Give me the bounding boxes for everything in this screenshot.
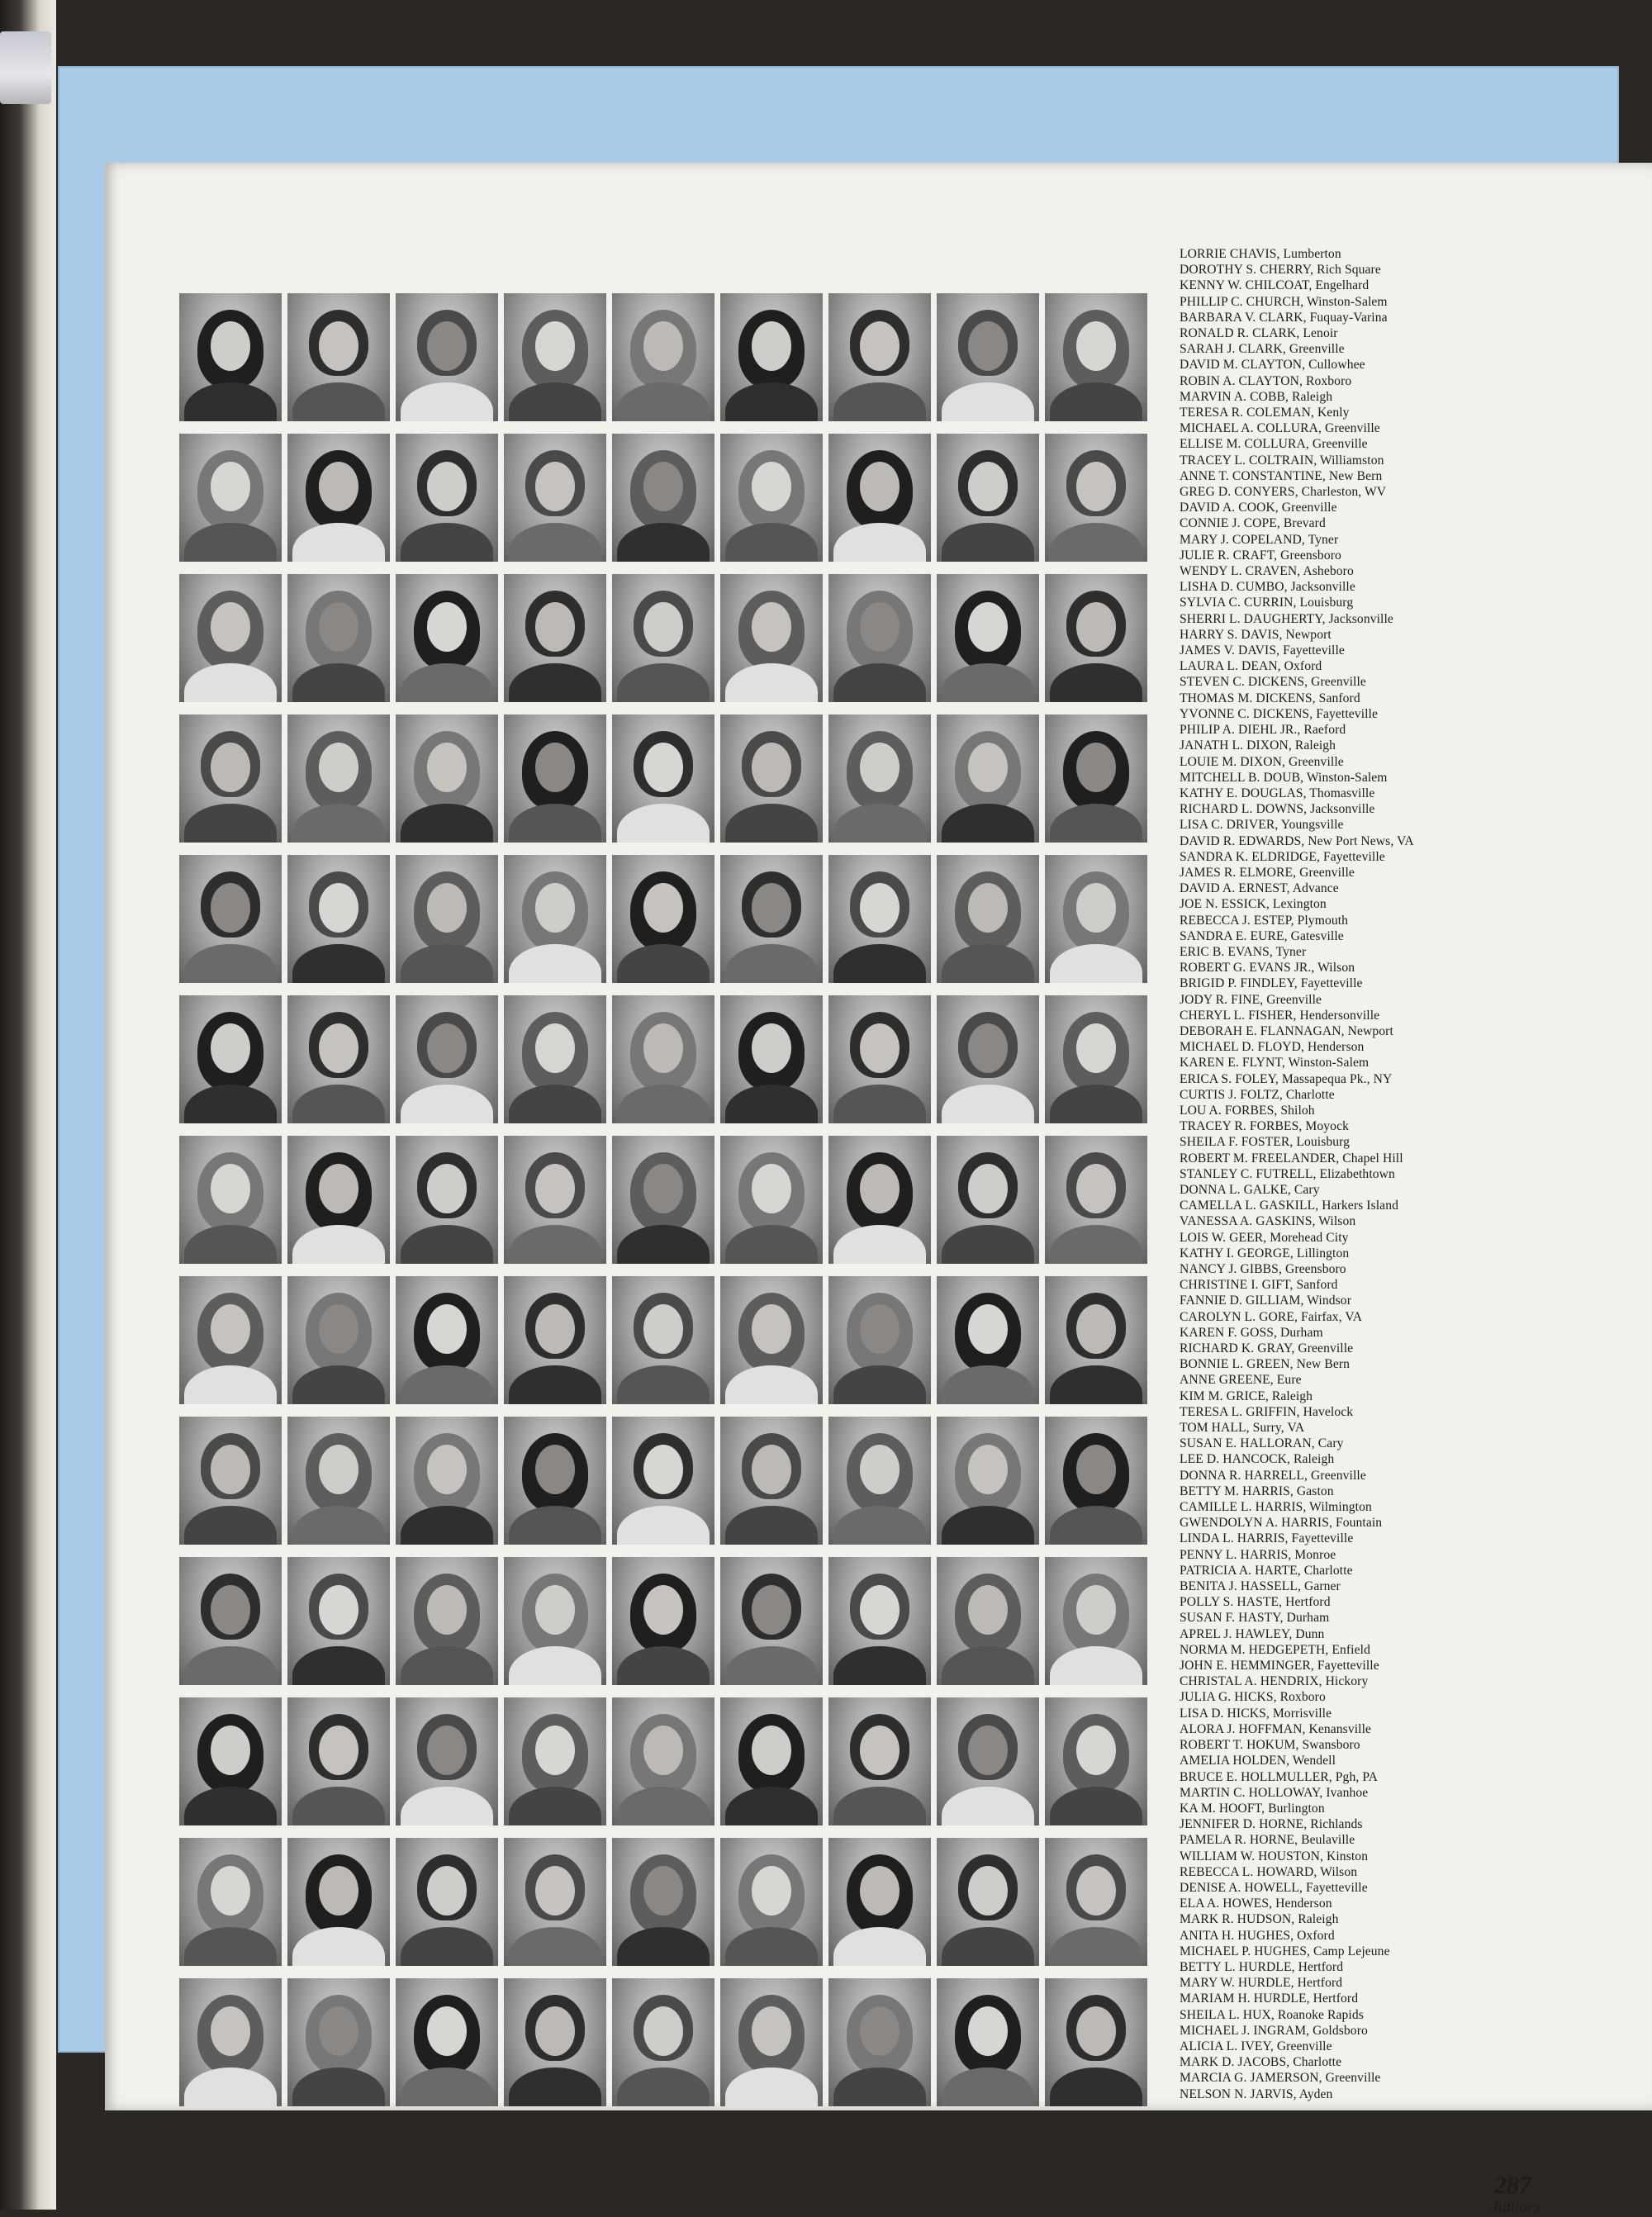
student-portrait [396, 1838, 498, 1966]
name-entry: GREG D. CONYERS, Charleston, WV [1180, 485, 1387, 500]
student-portrait [287, 714, 390, 843]
student-portrait [287, 434, 390, 562]
student-portrait [504, 1557, 606, 1685]
student-portrait [179, 1697, 282, 1825]
name-entry: MICHAEL A. COLLURA, Greenville [1180, 421, 1380, 436]
student-portrait [937, 1417, 1039, 1545]
name-entry: SUSAN F. HASTY, Durham [1180, 1611, 1330, 1626]
name-entry: DOROTHY S. CHERRY, Rich Square [1180, 263, 1381, 278]
name-entry: NANCY J. GIBBS, Greensboro [1180, 1262, 1346, 1276]
student-portrait [396, 1557, 498, 1685]
student-portrait [828, 995, 931, 1123]
student-portrait [828, 434, 931, 562]
student-portrait [937, 855, 1039, 983]
student-portrait [720, 1136, 823, 1264]
student-portrait [396, 1978, 498, 2106]
student-portrait [287, 1136, 390, 1264]
name-entry: DEBORAH E. FLANNAGAN, Newport [1180, 1023, 1393, 1038]
student-portrait [179, 574, 282, 702]
name-entry: CONNIE J. COPE, Brevard [1180, 516, 1326, 531]
name-entry: MARVIN A. COBB, Raleigh [1180, 389, 1333, 404]
name-entry: DAVID R. EDWARDS, New Port News, VA [1180, 833, 1414, 848]
name-entry: LISHA D. CUMBO, Jacksonville [1180, 580, 1355, 595]
name-entry: CAMILLE L. HARRIS, Wilmington [1180, 1500, 1372, 1515]
student-portrait [1045, 1838, 1147, 1966]
student-portrait [828, 855, 931, 983]
name-entry: STEVEN C. DICKENS, Greenville [1180, 675, 1366, 690]
student-portrait [612, 714, 714, 843]
student-portrait [828, 1557, 931, 1685]
student-portrait [937, 1557, 1039, 1685]
student-portrait [720, 995, 823, 1123]
student-portrait [179, 1838, 282, 1966]
name-entry: SYLVIA C. CURRIN, Louisburg [1180, 596, 1354, 610]
student-portrait [287, 1276, 390, 1404]
name-entry: SHEILA L. HUX, Roanoke Rapids [1180, 2007, 1364, 2022]
student-portrait [937, 1978, 1039, 2106]
student-portrait [1045, 1697, 1147, 1825]
student-portrait [287, 1417, 390, 1545]
student-portrait [720, 293, 823, 421]
student-portrait [720, 1417, 823, 1545]
name-entry: ALORA J. HOFFMAN, Kenansville [1180, 1721, 1372, 1736]
student-portrait [396, 1697, 498, 1825]
name-entry: ROBIN A. CLAYTON, Roxboro [1180, 373, 1352, 388]
name-entry: TERESA R. COLEMAN, Kenly [1180, 406, 1350, 420]
name-entry: LEE D. HANCOCK, Raleigh [1180, 1452, 1335, 1467]
student-portrait [612, 855, 714, 983]
name-entry: ALICIA L. IVEY, Greenville [1180, 2039, 1332, 2053]
student-portrait [504, 1417, 606, 1545]
name-entry: STANLEY C. FUTRELL, Elizabethtown [1180, 1166, 1395, 1181]
name-entry: FANNIE D. GILLIAM, Windsor [1180, 1294, 1351, 1308]
name-entry: APREL J. HAWLEY, Dunn [1180, 1626, 1325, 1641]
student-portrait [828, 1838, 931, 1966]
student-portrait [612, 434, 714, 562]
student-portrait [504, 1697, 606, 1825]
name-entry: THOMAS M. DICKENS, Sanford [1180, 691, 1360, 705]
student-portrait [504, 574, 606, 702]
name-entry: GWENDOLYN A. HARRIS, Fountain [1180, 1516, 1383, 1531]
name-entry: BENITA J. HASSELL, Garner [1180, 1579, 1341, 1594]
student-portrait [720, 1697, 823, 1825]
name-entry: DAVID A. COOK, Greenville [1180, 501, 1337, 515]
name-entry: SHERRI L. DAUGHERTY, Jacksonville [1180, 611, 1393, 626]
name-entry: KATHY E. DOUGLAS, Thomasville [1180, 786, 1375, 800]
name-entry: JAMES R. ELMORE, Greenville [1180, 865, 1355, 880]
student-portrait [937, 1136, 1039, 1264]
student-portrait [287, 1557, 390, 1685]
name-entry: JENNIFER D. HORNE, Richlands [1180, 1817, 1363, 1832]
student-portrait [287, 995, 390, 1123]
student-portrait [612, 1978, 714, 2106]
student-portrait [179, 995, 282, 1123]
student-portrait [828, 1136, 931, 1264]
student-portrait [396, 1417, 498, 1545]
name-entry: ERIC B. EVANS, Tyner [1180, 944, 1307, 959]
student-portrait [179, 855, 282, 983]
names-list [1180, 246, 1543, 2102]
student-portrait [1045, 855, 1147, 983]
name-entry: KAREN E. FLYNT, Winston-Salem [1180, 1056, 1370, 1071]
student-portrait [612, 574, 714, 702]
student-portrait [612, 1838, 714, 1966]
student-portrait [1045, 995, 1147, 1123]
student-portrait [828, 293, 931, 421]
name-entry: DAVID A. ERNEST, Advance [1180, 881, 1339, 896]
name-entry: AMELIA HOLDEN, Wendell [1180, 1754, 1336, 1768]
student-portrait [720, 1557, 823, 1685]
name-entry: JOE N. ESSICK, Lexington [1180, 897, 1327, 912]
name-entry: CHRISTAL A. HENDRIX, Hickory [1180, 1674, 1369, 1689]
student-portrait [1045, 434, 1147, 562]
student-portrait [504, 1838, 606, 1966]
student-portrait [720, 1276, 823, 1404]
previous-page-edge [0, 0, 56, 2210]
student-portrait [179, 1276, 282, 1404]
name-entry: REBECCA J. ESTEP, Plymouth [1180, 913, 1349, 928]
name-entry: KATHY I. GEORGE, Lillington [1180, 1246, 1350, 1260]
name-entry: ANNE GREENE, Eure [1180, 1373, 1302, 1388]
student-portrait [1045, 1557, 1147, 1685]
name-entry: TRACEY L. COLTRAIN, Williamston [1180, 453, 1384, 468]
student-portrait [1045, 1978, 1147, 2106]
name-entry: BARBARA V. CLARK, Fuquay-Varina [1180, 310, 1388, 325]
name-entry: BRUCE E. HOLLMULLER, Pgh, PA [1180, 1769, 1379, 1784]
student-portrait [612, 1697, 714, 1825]
name-entry: DAVID M. CLAYTON, Cullowhee [1180, 358, 1365, 373]
student-portrait [828, 714, 931, 843]
name-entry: SHEILA F. FOSTER, Louisburg [1180, 1135, 1351, 1150]
name-entry: PAMELA R. HORNE, Beulaville [1180, 1833, 1355, 1848]
student-portrait [937, 434, 1039, 562]
student-portrait [1045, 1417, 1147, 1545]
name-entry: RICHARD L. DOWNS, Jacksonville [1180, 802, 1375, 817]
student-portrait [396, 714, 498, 843]
name-entry: CAROLYN L. GORE, Fairfax, VA [1180, 1309, 1363, 1324]
name-entry: REBECCA L. HOWARD, Wilson [1180, 1864, 1358, 1879]
name-entry: LOIS W. GEER, Morehead City [1180, 1230, 1349, 1245]
name-entry: BETTY M. HARRIS, Gaston [1180, 1484, 1334, 1498]
student-portrait [937, 293, 1039, 421]
student-portrait [612, 995, 714, 1123]
student-portrait [179, 1557, 282, 1685]
section-label: Juniors [1491, 2198, 1540, 2216]
student-portrait [612, 1136, 714, 1264]
student-portrait [179, 1417, 282, 1545]
student-portrait [720, 434, 823, 562]
name-entry: CURTIS J. FOLTZ, Charlotte [1180, 1087, 1335, 1102]
name-entry: CAMELLA L. GASKILL, Harkers Island [1180, 1199, 1398, 1213]
name-entry: MITCHELL B. DOUB, Winston-Salem [1180, 770, 1388, 785]
name-entry: KAREN F. GOSS, Durham [1180, 1325, 1323, 1340]
name-entry: KENNY W. CHILCOAT, Engelhard [1180, 278, 1370, 293]
name-entry: MARTIN C. HOLLOWAY, Ivanhoe [1180, 1785, 1369, 1800]
name-entry: LISA D. HICKS, Morrisville [1180, 1706, 1332, 1721]
student-portrait [937, 995, 1039, 1123]
name-entry: TOM HALL, Surry, VA [1180, 1421, 1305, 1436]
student-portrait [937, 1838, 1039, 1966]
name-entry: MICHAEL J. INGRAM, Goldsboro [1180, 2023, 1368, 2038]
page-number: 287 [1494, 2172, 1531, 2199]
name-entry: DONNA L. GALKE, Cary [1180, 1182, 1320, 1197]
student-portrait [504, 293, 606, 421]
student-portrait [612, 1276, 714, 1404]
name-entry: PATRICIA A. HARTE, Charlotte [1180, 1563, 1353, 1578]
student-portrait [179, 434, 282, 562]
name-entry: SARAH J. CLARK, Greenville [1180, 342, 1345, 357]
student-portrait [828, 1417, 931, 1545]
yearbook-page [105, 163, 1652, 2216]
name-entry: NORMA M. HEDGEPETH, Enfield [1180, 1642, 1370, 1657]
student-portrait [396, 574, 498, 702]
student-portrait [1045, 574, 1147, 702]
name-entry: ROBERT G. EVANS JR., Wilson [1180, 961, 1355, 976]
student-portrait [504, 434, 606, 562]
student-portrait [1045, 1276, 1147, 1404]
name-entry: YVONNE C. DICKENS, Fayetteville [1180, 706, 1379, 721]
name-entry: RONALD R. CLARK, Lenoir [1180, 326, 1338, 341]
student-portrait [504, 714, 606, 843]
name-entry: PENNY L. HARRIS, Monroe [1180, 1547, 1336, 1562]
portrait-grid [179, 293, 1152, 2110]
name-entry: LOU A. FORBES, Shiloh [1180, 1103, 1315, 1118]
name-entry: LISA C. DRIVER, Youngsville [1180, 818, 1344, 833]
student-portrait [287, 1838, 390, 1966]
name-entry: DONNA R. HARRELL, Greenville [1180, 1468, 1366, 1483]
name-entry: CHRISTINE I. GIFT, Sanford [1180, 1278, 1338, 1293]
name-entry: TRACEY R. FORBES, Moyock [1180, 1119, 1349, 1134]
name-entry: ROBERT T. HOKUM, Swansboro [1180, 1738, 1360, 1753]
name-entry: BONNIE L. GREEN, New Bern [1180, 1357, 1351, 1372]
name-entry: JULIE R. CRAFT, Greensboro [1180, 548, 1341, 563]
student-portrait [396, 434, 498, 562]
student-portrait [720, 1838, 823, 1966]
student-portrait [720, 574, 823, 702]
name-entry: NELSON N. JARVIS, Ayden [1180, 2086, 1333, 2101]
name-entry: VANESSA A. GASKINS, Wilson [1180, 1214, 1356, 1229]
name-entry: MARK D. JACOBS, Charlotte [1180, 2055, 1342, 2070]
student-portrait [720, 714, 823, 843]
student-portrait [937, 574, 1039, 702]
name-entry: SANDRA E. EURE, Gatesville [1180, 928, 1344, 943]
student-portrait [828, 1276, 931, 1404]
binding-tab [0, 31, 51, 104]
student-portrait [287, 293, 390, 421]
student-portrait [396, 293, 498, 421]
name-entry: BRIGID P. FINDLEY, Fayetteville [1180, 976, 1363, 991]
name-entry: DENISE A. HOWELL, Fayetteville [1180, 1880, 1368, 1895]
name-entry: ANNE T. CONSTANTINE, New Bern [1180, 468, 1383, 483]
name-entry: JOHN E. HEMMINGER, Fayetteville [1180, 1659, 1379, 1673]
student-portrait [612, 1557, 714, 1685]
student-portrait [1045, 1136, 1147, 1264]
name-entry: MARY W. HURDLE, Hertford [1180, 1976, 1343, 1991]
student-portrait [179, 714, 282, 843]
name-entry: SANDRA K. ELDRIDGE, Fayetteville [1180, 849, 1385, 864]
name-entry: TERESA L. GRIFFIN, Havelock [1180, 1404, 1354, 1419]
name-entry: RICHARD K. GRAY, Greenville [1180, 1341, 1354, 1356]
name-entry: SUSAN E. HALLORAN, Cary [1180, 1436, 1344, 1451]
student-portrait [179, 1978, 282, 2106]
name-entry: KA M. HOOFT, Burlington [1180, 1801, 1325, 1816]
student-portrait [612, 293, 714, 421]
name-entry: MICHAEL D. FLOYD, Henderson [1180, 1040, 1365, 1055]
student-portrait [828, 1978, 931, 2106]
student-portrait [720, 1978, 823, 2106]
name-entry: LORRIE CHAVIS, Lumberton [1180, 247, 1341, 261]
student-portrait [179, 293, 282, 421]
name-entry: MARIAM H. HURDLE, Hertford [1180, 1992, 1359, 2006]
student-portrait [828, 1697, 931, 1825]
student-portrait [1045, 293, 1147, 421]
name-entry: PHILIP A. DIEHL JR., Raeford [1180, 723, 1346, 738]
student-portrait [504, 855, 606, 983]
student-portrait [937, 1276, 1039, 1404]
student-portrait [179, 1136, 282, 1264]
student-portrait [287, 574, 390, 702]
name-entry: BETTY L. HURDLE, Hertford [1180, 1959, 1344, 1974]
name-entry: JULIA G. HICKS, Roxboro [1180, 1690, 1326, 1705]
name-entry: WILLIAM W. HOUSTON, Kinston [1180, 1849, 1369, 1863]
student-portrait [396, 1276, 498, 1404]
student-portrait [396, 1136, 498, 1264]
name-entry: ANITA H. HUGHES, Oxford [1180, 1928, 1335, 1943]
name-entry: WENDY L. CRAVEN, Asheboro [1180, 564, 1354, 579]
student-portrait [504, 1276, 606, 1404]
name-entry: MICHAEL P. HUGHES, Camp Lejeune [1180, 1944, 1390, 1958]
student-portrait [828, 574, 931, 702]
name-entry: KIM M. GRICE, Raleigh [1180, 1389, 1313, 1403]
student-portrait [612, 1417, 714, 1545]
student-portrait [504, 995, 606, 1123]
name-entry: HARRY S. DAVIS, Newport [1180, 627, 1332, 642]
student-portrait [287, 1697, 390, 1825]
name-entry: LINDA L. HARRIS, Fayetteville [1180, 1531, 1354, 1546]
name-entry: JANATH L. DIXON, Raleigh [1180, 738, 1336, 753]
name-entry: MARY J. COPELAND, Tyner [1180, 532, 1339, 547]
student-portrait [396, 855, 498, 983]
student-portrait [504, 1136, 606, 1264]
name-entry: LAURA L. DEAN, Oxford [1180, 659, 1322, 674]
name-entry: ROBERT M. FREELANDER, Chapel Hill [1180, 1151, 1403, 1165]
student-portrait [504, 1978, 606, 2106]
name-entry: POLLY S. HASTE, Hertford [1180, 1595, 1331, 1610]
name-entry: LOUIE M. DIXON, Greenville [1180, 754, 1344, 769]
name-entry: JODY R. FINE, Greenville [1180, 992, 1322, 1007]
student-portrait [287, 1978, 390, 2106]
name-entry: MARCIA G. JAMERSON, Greenville [1180, 2071, 1381, 2086]
name-entry: JAMES V. DAVIS, Fayetteville [1180, 643, 1345, 658]
student-portrait [287, 855, 390, 983]
student-portrait [937, 714, 1039, 843]
book-cover [58, 66, 1619, 2216]
student-portrait [720, 855, 823, 983]
name-entry: MARK R. HUDSON, Raleigh [1180, 1912, 1339, 1927]
student-portrait [396, 995, 498, 1123]
name-entry: ELA A. HOWES, Henderson [1180, 1897, 1332, 1911]
name-entry: ELLISE M. COLLURA, Greenville [1180, 437, 1368, 452]
student-portrait [1045, 714, 1147, 843]
student-portrait [937, 1697, 1039, 1825]
name-entry: CHERYL L. FISHER, Hendersonville [1180, 1008, 1380, 1023]
name-entry: ERICA S. FOLEY, Massapequa Pk., NY [1180, 1071, 1393, 1086]
name-entry: PHILLIP C. CHURCH, Winston-Salem [1180, 294, 1388, 309]
